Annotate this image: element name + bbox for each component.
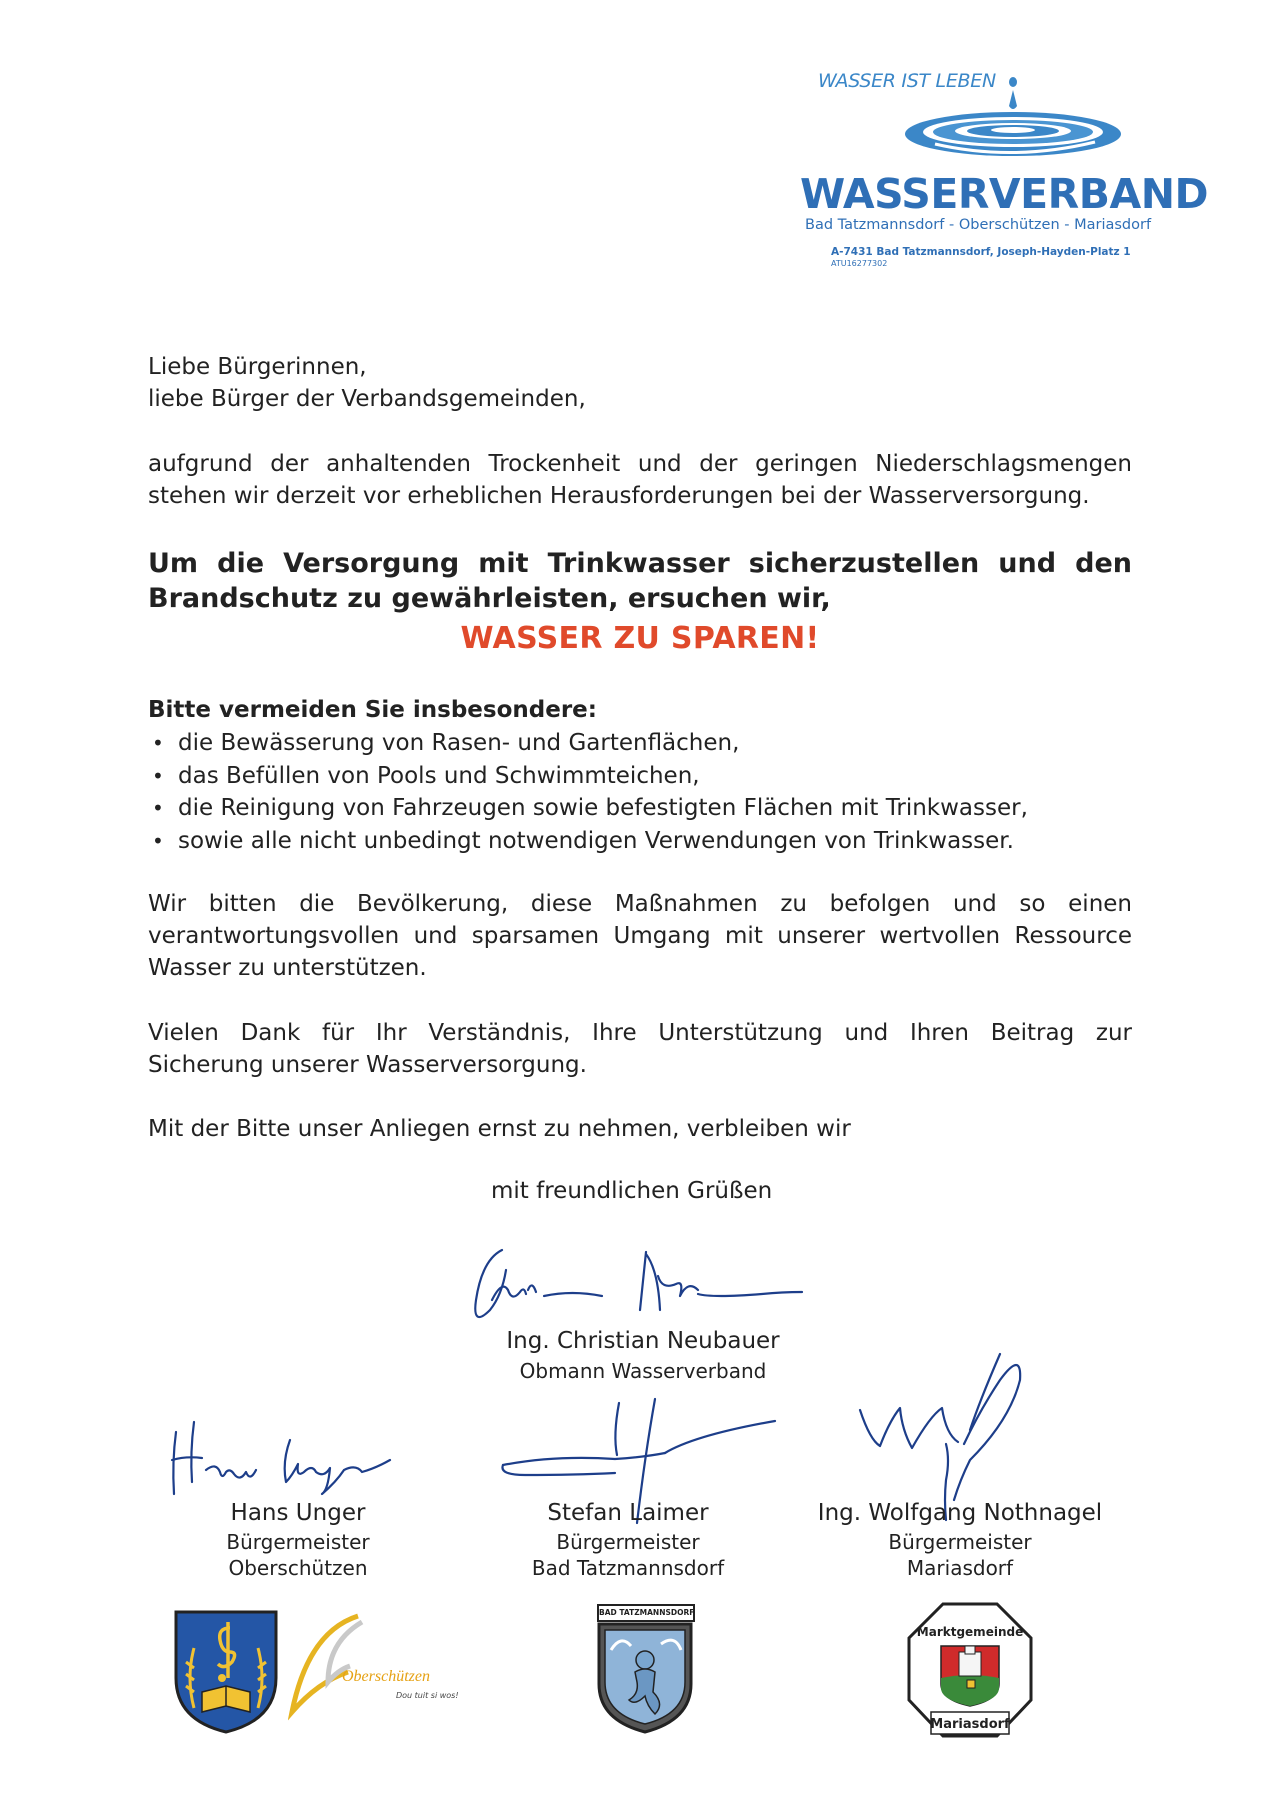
thanks-paragraph-line: Vielen Dank für Ihr Verständnis, Ihre Unterstützung und Ihren Beitrag zur [148, 1020, 1132, 1046]
signature-neubauer [462, 1240, 812, 1340]
ask-paragraph-line: Wasser zu unterstützen. [148, 955, 427, 981]
list-item: • die Reinigung von Fahrzeugen sowie befestigten Flächen mit Trinkwasser, [148, 792, 1028, 825]
letterhead-address: A-7431 Bad Tatzmannsdorf, Joseph-Hayden-Platz 1 [831, 246, 1131, 258]
list-item: • sowie alle nicht unbedingt notwendigen Verwendungen von Trinkwasser. [148, 825, 1028, 858]
signatory-role: Bürgermeister [226, 1530, 370, 1554]
bad-tatzmannsdorf-coat-of-arms [591, 1604, 699, 1736]
intro-paragraph-line: stehen wir derzeit vor erheblichen Herausforderungen bei der Wasserversorgung. [148, 483, 1090, 509]
regards-line: mit freundlichen Grüßen [491, 1178, 773, 1204]
ask-paragraph-line: Wir bitten die Bevölkerung, diese Maßnahmen zu befolgen und so einen [148, 891, 1132, 917]
intro-paragraph-line: aufgrund der anhaltenden Trockenheit und der geringen Niederschlagsmengen [148, 451, 1132, 477]
closing-line: Mit der Bitte unser Anliegen ernst zu nehmen, verbleiben wir [148, 1116, 851, 1142]
mariasdorf-seal-icon [905, 1600, 1035, 1740]
oberschuetzen-coat-of-arms-icon [172, 1608, 280, 1736]
mariasdorf-ring-text: Marktgemeinde [916, 1625, 1024, 1639]
signatory-role: Bad Tatzmannsdorf [531, 1556, 725, 1580]
request-paragraph-line: Um die Versorgung mit Trinkwasser sicherzustellen und den [148, 548, 1132, 579]
mermaid-crest-icon [591, 1620, 699, 1736]
signatory-name: Ing. Christian Neubauer [506, 1328, 780, 1354]
signatory-role: Bürgermeister [556, 1530, 700, 1554]
signature-unger [166, 1412, 446, 1502]
avoid-list [148, 727, 1028, 857]
crest-label: BAD TATZMANNSDORF [597, 1604, 695, 1622]
swoosh-icon [288, 1612, 458, 1722]
letterhead-org-name: WASSERVERBAND [800, 170, 1209, 218]
signatory-name: Ing. Wolfgang Nothnagel [817, 1500, 1103, 1526]
oberschuetzen-logo-text: Oberschützen [342, 1668, 430, 1685]
letterhead-uid: ATU16277302 [831, 259, 888, 268]
water-drop-logo-icon [905, 76, 1145, 172]
list-item: • das Befüllen von Pools und Schwimmteichen, [148, 760, 1028, 793]
signatory-role: Obmann Wasserverband [519, 1359, 767, 1383]
thanks-paragraph-line: Sicherung unserer Wasserversorgung. [148, 1052, 587, 1078]
appeal-heading: WASSER ZU SPAREN! [460, 621, 820, 656]
mariasdorf-label: Mariasdorf [930, 1717, 1010, 1732]
ask-paragraph-line: verantwortungsvollen und sparsamen Umgang mit unserer wertvollen Ressource [148, 923, 1132, 949]
signatory-role: Oberschützen [228, 1556, 368, 1580]
letterhead-org-subtitle: Bad Tatzmannsdorf - Oberschützen - Mariasdorf [805, 217, 1152, 233]
greeting-line: Liebe Bürgerinnen, [148, 354, 367, 380]
oberschuetzen-logo [288, 1612, 458, 1722]
signatory-name: Hans Unger [230, 1500, 366, 1526]
signatory-role: Mariasdorf [906, 1556, 1014, 1580]
oberschuetzen-logo-tagline: Dou tuit si wos! [396, 1691, 459, 1700]
letterhead-slogan: WASSER IST LEBEN [818, 70, 996, 92]
signatory-name: Stefan Laimer [547, 1500, 709, 1526]
request-paragraph-line: Brandschutz zu gewährleisten, ersuchen wir, [148, 583, 831, 614]
list-item: • die Bewässerung von Rasen- und Gartenflächen, [148, 727, 1028, 760]
greeting-line: liebe Bürger der Verbandsgemeinden, [148, 386, 586, 412]
avoid-heading: Bitte vermeiden Sie insbesondere: [148, 697, 597, 723]
signatory-role: Bürgermeister [888, 1530, 1032, 1554]
